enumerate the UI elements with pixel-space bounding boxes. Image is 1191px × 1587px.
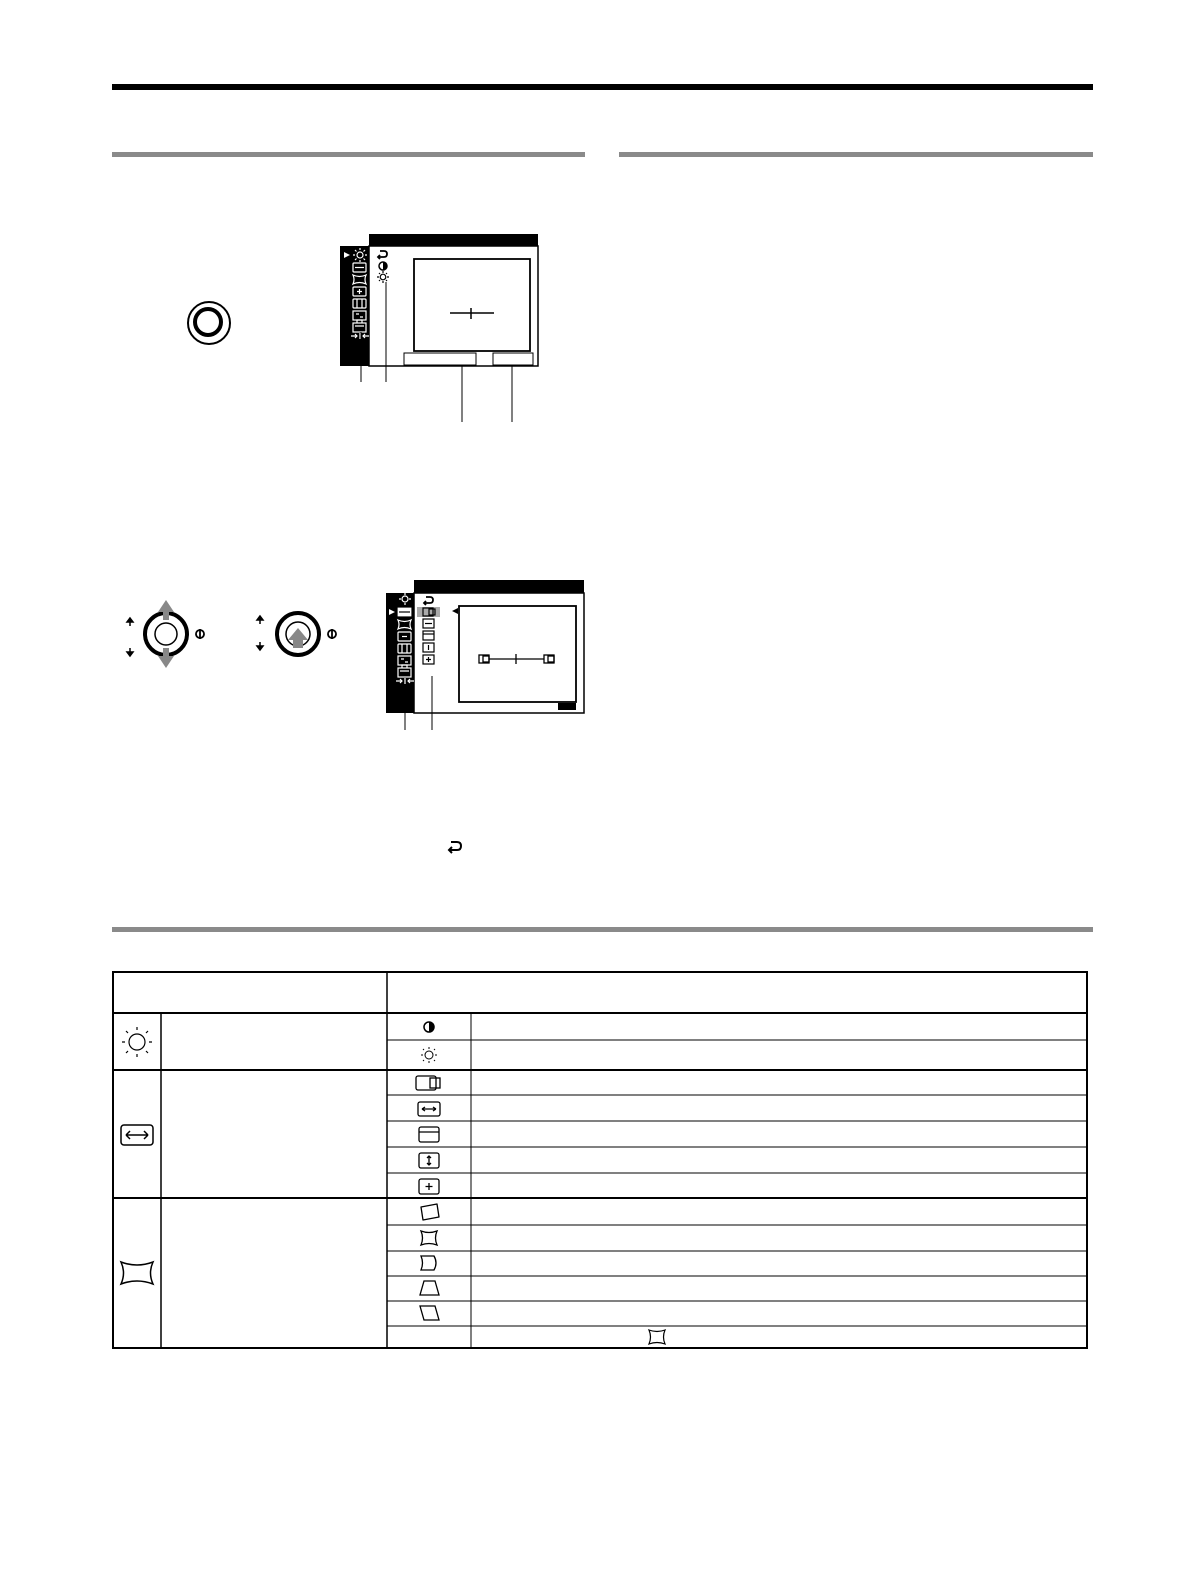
- osd-diagram-brightness: [340, 234, 540, 434]
- item-h-center-icon: [416, 1076, 440, 1090]
- item-brightness-icon: [421, 1047, 437, 1063]
- item-h-size-icon: [418, 1102, 440, 1116]
- item-rotation-icon: [421, 1204, 439, 1220]
- group-geometry-icon: [121, 1262, 153, 1284]
- item-keystone-icon: [420, 1281, 439, 1295]
- item-key-balance-icon: [420, 1306, 439, 1320]
- item-contrast-icon: [424, 1022, 434, 1032]
- page-top-rule: [112, 84, 1093, 90]
- group-size-center-icon: [121, 1125, 153, 1145]
- inline-pincushion-icon: [649, 1330, 665, 1344]
- group-brightness-icon: [122, 1027, 152, 1057]
- menu-size-center-icon: [397, 607, 412, 617]
- control-button-illustration: [186, 300, 232, 346]
- item-v-center-icon: [419, 1127, 439, 1142]
- adjustment-table: [112, 971, 1087, 1349]
- item-zoom-icon: [419, 1179, 439, 1194]
- submenu-contrast-icon: [379, 262, 387, 270]
- item-pincushion-icon: [421, 1231, 437, 1245]
- section-rule-left: [112, 152, 585, 157]
- osd-diagram-size-center: [386, 580, 586, 740]
- control-button-move: [120, 598, 220, 673]
- control-button-press: [250, 604, 350, 669]
- section-rule-right: [619, 152, 1093, 157]
- item-pin-balance-icon: [421, 1256, 436, 1270]
- adjustment-table-grid: [112, 971, 1087, 1349]
- section-rule-table: [112, 927, 1093, 932]
- item-v-size-icon: [419, 1153, 439, 1168]
- return-icon: [446, 838, 464, 856]
